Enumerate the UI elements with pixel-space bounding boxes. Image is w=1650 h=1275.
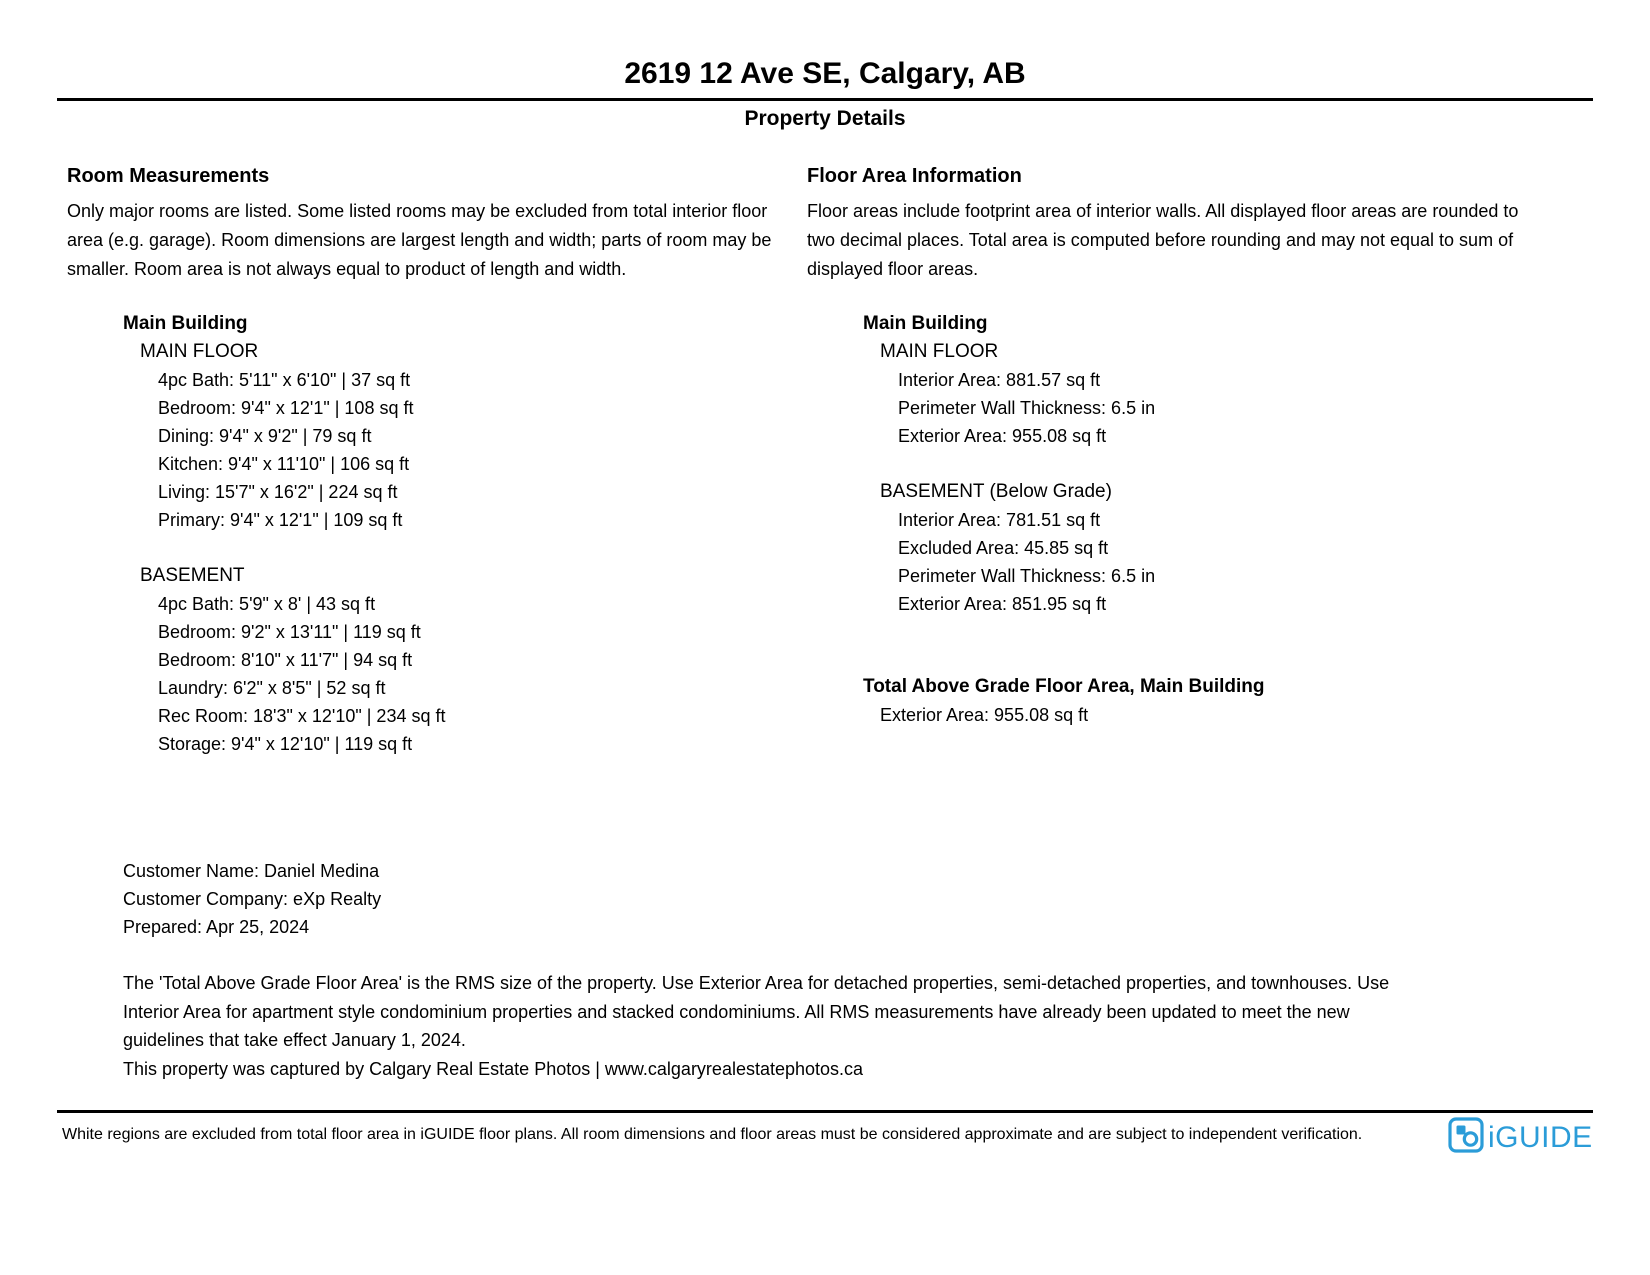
area-line: Excluded Area: 45.85 sq ft: [898, 538, 1109, 558]
floor-area-heading: Floor Area Information: [807, 165, 1022, 187]
floor-area-information-section: [807, 164, 1529, 729]
page-subtitle: Property Details: [744, 107, 906, 130]
floor-area-building: [863, 310, 1529, 618]
customer-name-line: Customer Name: Daniel Medina: [123, 861, 380, 881]
room-line: Kitchen: 9'4" x 11'10" | 106 sq ft: [158, 454, 410, 474]
capture-note: This property was captured by Calgary Real Estate Photos | www.calgaryrealestatephotos.ca: [123, 1058, 864, 1079]
title-divider: [57, 98, 1593, 101]
room-measurements-description: Only major rooms are listed. Some listed rooms may be excluded from total interior floor area (e.g. garage). Room dimensions are largest length and width; parts of room may be smaller. Room area is not always equal to product of length and width.: [67, 201, 772, 279]
customer-block: [123, 857, 381, 941]
room-line: Laundry: 6'2" x 8'5" | 52 sq ft: [158, 678, 386, 698]
iguide-logo: [1447, 1114, 1595, 1156]
floor-basement: [140, 562, 779, 758]
iguide-logo-text: iGUIDE: [1488, 1121, 1593, 1154]
building-name: Main Building: [863, 313, 988, 334]
page-title: 2619 12 Ave SE, Calgary, AB: [624, 57, 1026, 90]
customer-company-line: Customer Company: eXp Realty: [123, 889, 382, 909]
floor-basement-areas: [880, 478, 1529, 618]
rms-note: The 'Total Above Grade Floor Area' is the RMS size of the property. Use Exterior Area for detached properties, semi-detached properties, and townhouses. Use Interior Area for apartment style condominium properties and stacked condominiums. All RMS measurements have already been updated to meet the new guidelines that take effect January 1, 2024.: [123, 973, 1390, 1050]
area-line: Perimeter Wall Thickness: 6.5 in: [898, 566, 1156, 586]
room-line: Rec Room: 18'3" x 12'10" | 234 sq ft: [158, 706, 446, 726]
building-name: Main Building: [123, 313, 248, 334]
floor-area-description: Floor areas include footprint area of interior walls. All displayed floor areas are rounded to two decimal places. Total area is computed before rounding and may not equal to sum of displayed floor areas.: [807, 201, 1519, 279]
room-line: Bedroom: 9'2" x 13'11" | 119 sq ft: [158, 622, 421, 642]
floor-name: BASEMENT (Below Grade): [880, 481, 1112, 502]
area-line: Perimeter Wall Thickness: 6.5 in: [898, 398, 1156, 418]
room-measurements-heading: Room Measurements: [67, 165, 270, 187]
prepared-date-line: Prepared: Apr 25, 2024: [123, 917, 310, 937]
room-line: Dining: 9'4" x 9'2" | 79 sq ft: [158, 426, 372, 446]
floor-main-floor: [140, 338, 779, 534]
area-line: Interior Area: 881.57 sq ft: [898, 370, 1101, 390]
camera-flash-square: [1457, 1126, 1466, 1135]
area-line: Exterior Area: 955.08 sq ft: [898, 426, 1107, 446]
room-line: Bedroom: 8'10" x 11'7" | 94 sq ft: [158, 650, 413, 670]
area-line: Interior Area: 781.51 sq ft: [898, 510, 1101, 530]
floor-name: BASEMENT: [140, 565, 245, 586]
room-line: 4pc Bath: 5'11" x 6'10" | 37 sq ft: [158, 370, 411, 390]
area-line: Exterior Area: 851.95 sq ft: [898, 594, 1107, 614]
notes-block: [123, 969, 1395, 1083]
footer-divider: [57, 1110, 1593, 1113]
camera-lens-circle: [1464, 1133, 1476, 1145]
footer-disclaimer: White regions are excluded from total floor area in iGUIDE floor plans. All room dimensions and floor areas must be considered approximate and are subject to independent verification.: [62, 1126, 1363, 1143]
room-line: Bedroom: 9'4" x 12'1" | 108 sq ft: [158, 398, 414, 418]
floor-name: MAIN FLOOR: [880, 341, 999, 362]
room-measurements-section: [67, 164, 779, 758]
room-line: 4pc Bath: 5'9" x 8' | 43 sq ft: [158, 594, 376, 614]
room-line: Living: 15'7" x 16'2" | 224 sq ft: [158, 482, 398, 502]
room-measurements-building: [123, 310, 779, 758]
floor-main-floor-areas: [880, 338, 1529, 450]
camera-icon: [1450, 1119, 1482, 1151]
total-above-grade-heading: Total Above Grade Floor Area, Main Building: [863, 676, 1265, 697]
room-line: Primary: 9'4" x 12'1" | 109 sq ft: [158, 510, 403, 530]
room-line: Storage: 9'4" x 12'10" | 119 sq ft: [158, 734, 413, 754]
total-above-grade-block: [863, 673, 1529, 729]
total-area-line: Exterior Area: 955.08 sq ft: [880, 705, 1089, 725]
floor-name: MAIN FLOOR: [140, 341, 259, 362]
